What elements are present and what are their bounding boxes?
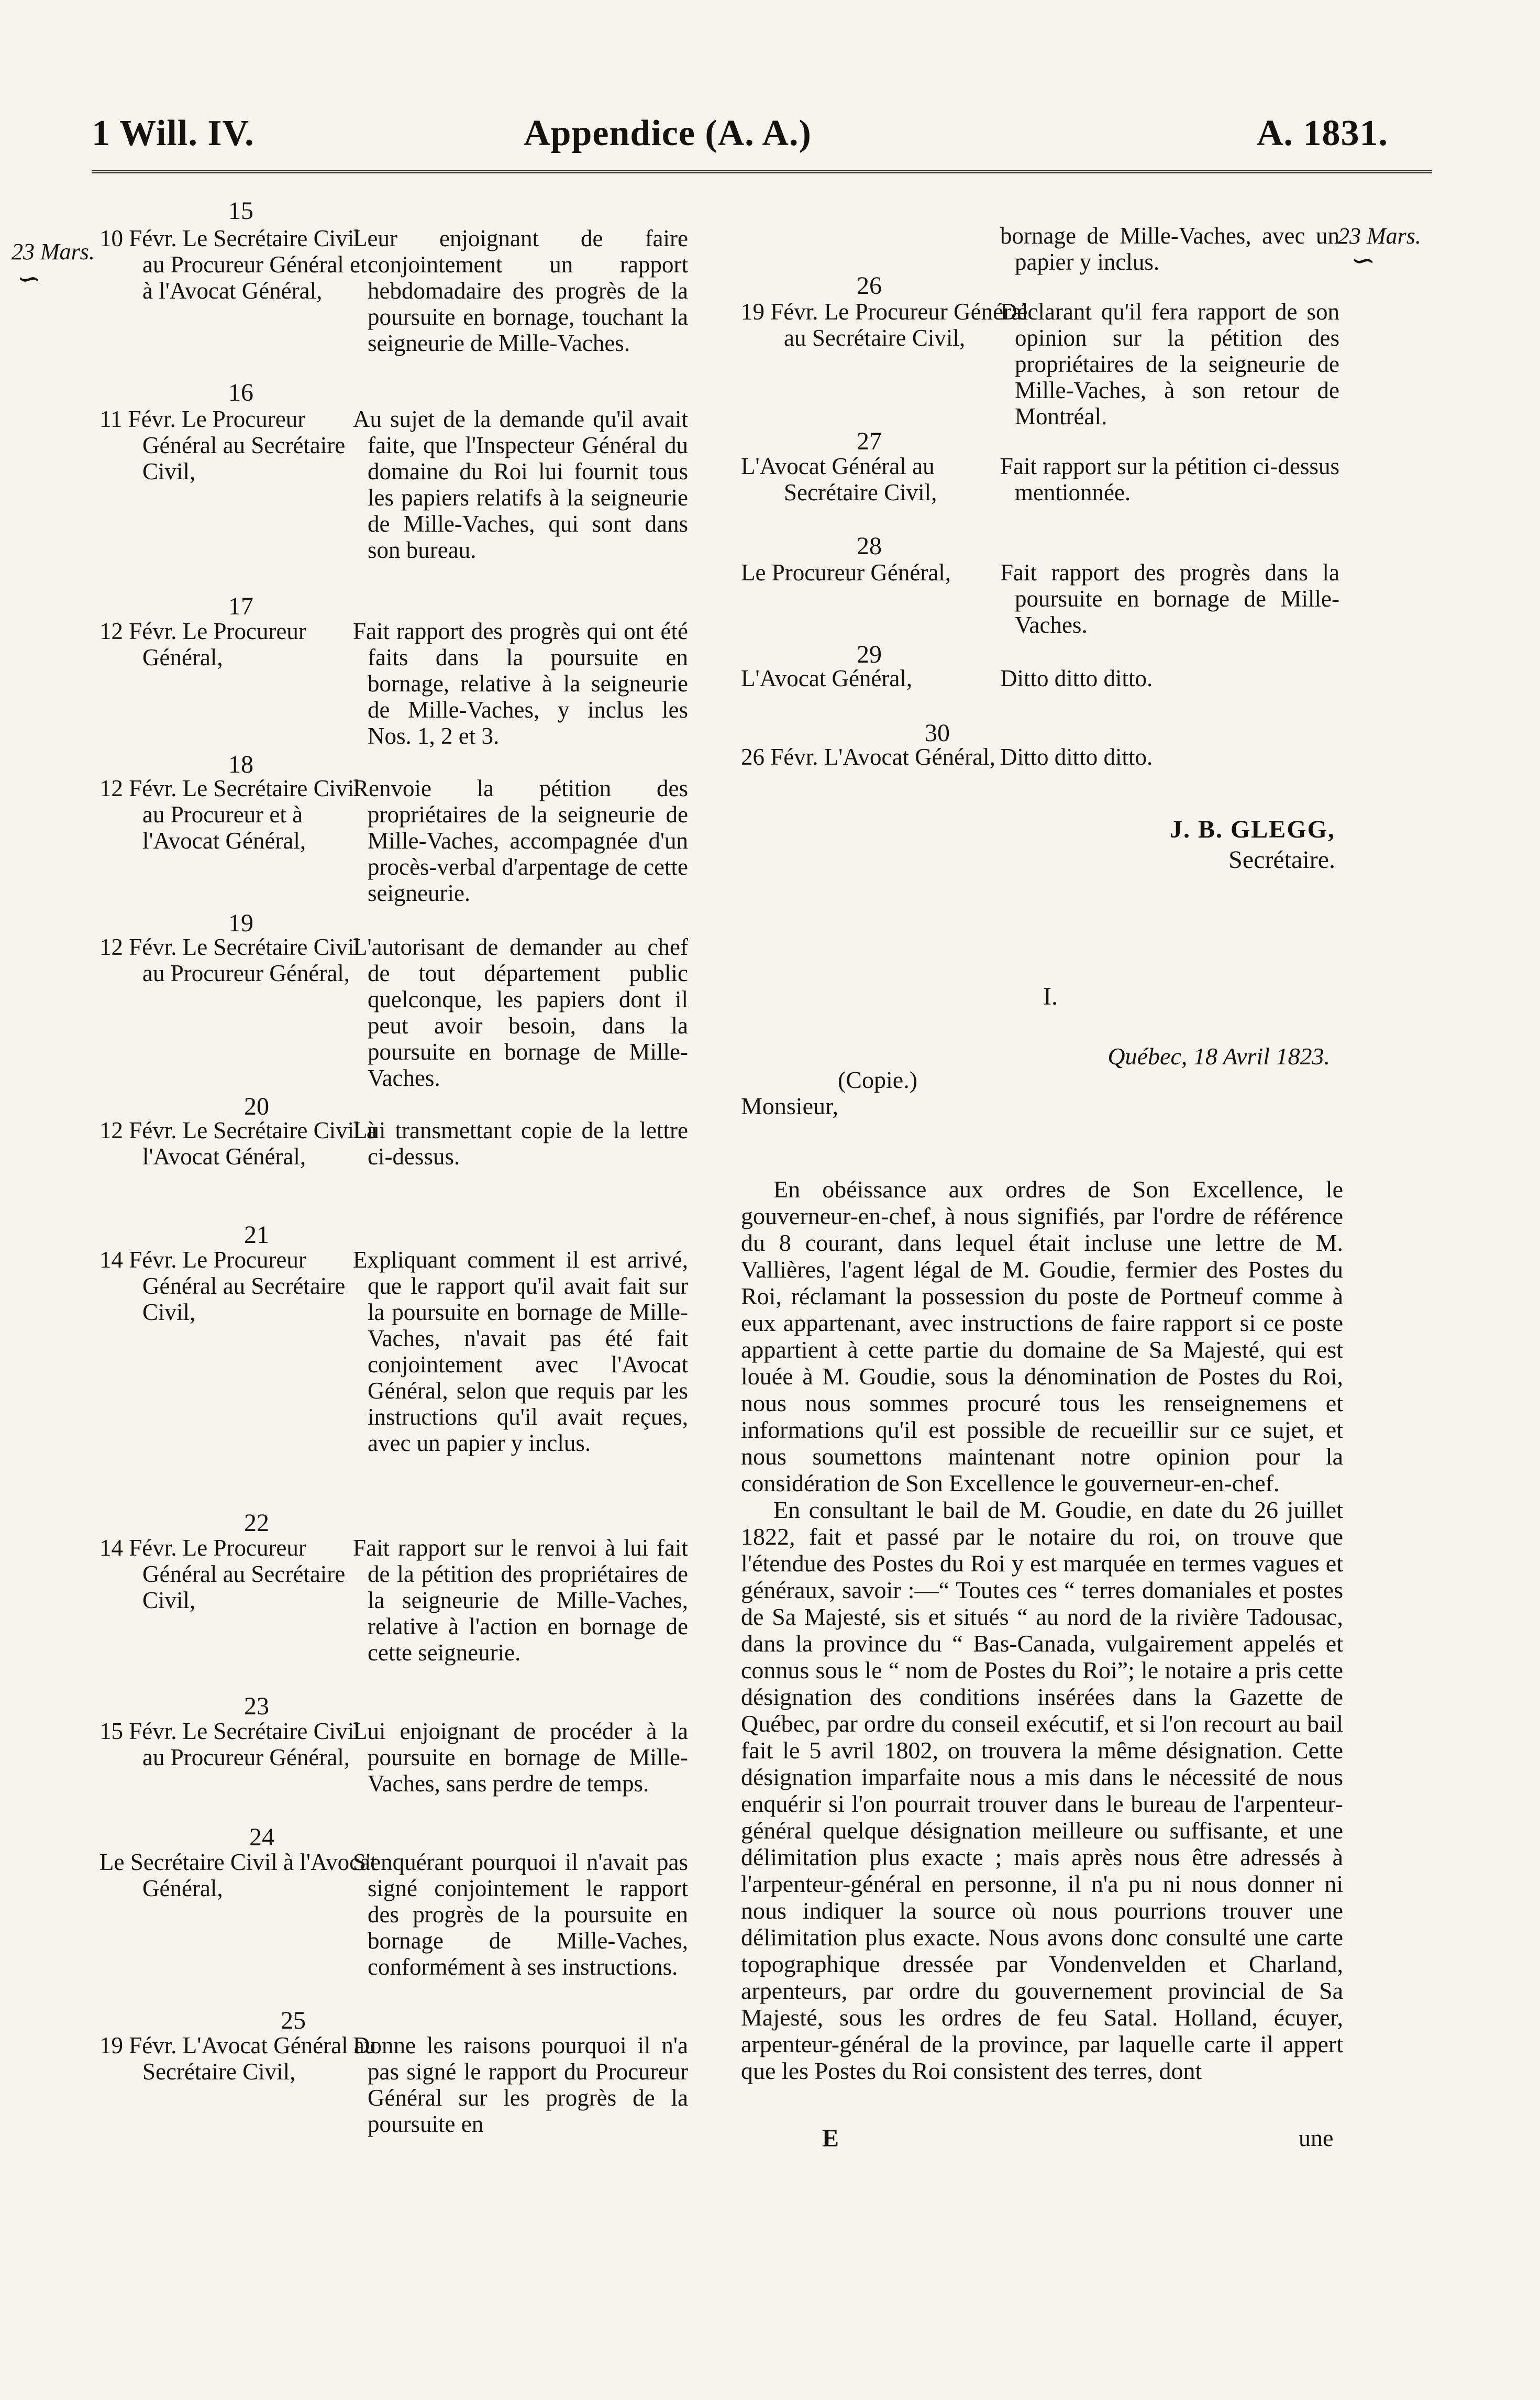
margin-date-left: 23 Mars. bbox=[12, 239, 95, 265]
entry-number: 29 bbox=[857, 641, 882, 668]
entry-number: 21 bbox=[244, 1221, 269, 1249]
entry-source: Le Secrétaire Civil à l'Avocat Général, bbox=[99, 1849, 377, 1901]
signature-title: Secrétaire. bbox=[1228, 846, 1335, 874]
entry-number: 23 bbox=[244, 1692, 269, 1720]
signature-block bbox=[1089, 814, 1335, 875]
margin-flourish-left: ∽ bbox=[17, 263, 41, 295]
entry-summary: Donne les raisons pourquoi il n'a pas signé le rapport du Procureur Général sur les progrès de la poursuite en bbox=[353, 2032, 688, 2137]
margin-flourish-right: ∽ bbox=[1351, 245, 1376, 277]
entry-number: 16 bbox=[228, 379, 253, 406]
letter-paragraph: En obéissance aux ordres de Son Excellence, le gouverneur-en-chef, à nous signifiés, par l'ordre de référence du 8 courant, dans lequel était incluse une lettre de M. Vallières, l'agent légal de M. Goudie, fermier des Postes du Roi, réclamant la possession du poste de Portneuf comme à eux appartenant, avec instructions de faire rapport si ce poste appartient à cette partie du domaine de Sa Majesté, qui est louée à M. Goudie, sous la dénomination de Postes du Roi, nous nous sommes procuré tous les renseignemens et informations qu'il est possible de recueillir sur ce sujet, et nous soumettons maintenant notre opinion pour la considération de Son Excellence le gouverneur-en-chef. bbox=[741, 1176, 1343, 1496]
header-rule bbox=[92, 170, 1432, 173]
entry-number: 22 bbox=[244, 1509, 269, 1537]
header-year: A. 1831. bbox=[1257, 113, 1389, 153]
margin-date-right: 23 Mars. bbox=[1338, 223, 1421, 249]
entry-source: Le Procureur Général, bbox=[741, 559, 951, 586]
entry-summary: Lui transmettant copie de la lettre ci-dessus. bbox=[353, 1117, 688, 1170]
entry-summary: Renvoie la pétition des propriétaires de la seigneurie de Mille-Vaches, accompagnée d'un procès-verbal d'arpentage de cette seigneurie. bbox=[353, 775, 688, 906]
entry-number: 18 bbox=[228, 751, 253, 778]
entry-number: 15 bbox=[228, 197, 253, 225]
entry-summary: S'enquérant pourquoi il n'avait pas signé conjointement le rapport des progrès de la poursuite en bornage de Mille-Vaches, conformément à ses instructions. bbox=[353, 1849, 688, 1980]
entry-source: L'Avocat Général, bbox=[741, 665, 913, 691]
entry-number: 24 bbox=[249, 1823, 274, 1851]
entry-source: 14 Févr. Le Procureur Général au Secrétaire Civil, bbox=[99, 1247, 346, 1325]
entry-source: 26 Févr. L'Avocat Général, bbox=[741, 744, 995, 770]
entry-summary: Leur enjoignant de faire conjointement un rapport hebdomadaire des progrès de la poursuite en bornage, touchant la seigneurie de Mille-Vaches. bbox=[353, 225, 688, 356]
entry-source: 19 Févr. Le Procureur Général au Secrétaire Civil, bbox=[741, 299, 1028, 351]
signature-mark: E bbox=[822, 2124, 839, 2152]
entry-summary: Déclarant qu'il fera rapport de son opinion sur la pétition des propriétaires de la seigneurie de Mille-Vaches, à son retour de Montréal. bbox=[1000, 299, 1339, 430]
entry-source: 15 Févr. Le Secrétaire Civil au Procureur Général, bbox=[99, 1718, 361, 1770]
entry-summary: Expliquant comment il est arrivé, que le rapport qu'il avait fait sur la poursuite en bornage de Mille-Vaches, n'avait pas été fait conjointement avec l'Avocat Général, selon que requis par les instructions qu'il avait reçues, avec un papier y inclus. bbox=[353, 1247, 688, 1456]
entry-source: 10 Févr. Le Secrétaire Civil au Procureur Général et à l'Avocat Général, bbox=[99, 225, 367, 304]
entry-source: 12 Févr. Le Secrétaire Civil au Procureur et à l'Avocat Général, bbox=[99, 775, 361, 854]
entry-source: 11 Févr. Le Procureur Général au Secrétaire Civil, bbox=[99, 406, 346, 485]
entry-source: 19 Févr. L'Avocat Général au Secrétaire Civil, bbox=[99, 2032, 376, 2085]
signature-name: J. B. GLEGG, bbox=[1169, 816, 1335, 843]
letter-salutation: Monsieur, bbox=[741, 1093, 838, 1119]
entry-summary: Au sujet de la demande qu'il avait faite, que l'Inspecteur Général du domaine du Roi lui fournit tous les papiers relatifs à la seigneurie de Mille-Vaches, qui sont dans son bureau. bbox=[353, 406, 688, 563]
entry-number: 26 bbox=[857, 272, 882, 300]
entry-source: 12 Févr. Le Secrétaire Civil au Procureur Général, bbox=[99, 934, 361, 986]
entry-summary: Lui enjoignant de procéder à la poursuite en bornage de Mille-Vaches, sans perdre de temps. bbox=[353, 1718, 688, 1797]
entry-number: 25 bbox=[281, 2007, 306, 2034]
header-appendix: Appendice (A. A.) bbox=[524, 113, 812, 153]
entry-number: 27 bbox=[857, 427, 882, 455]
header-session: 1 Will. IV. bbox=[92, 113, 254, 153]
entry-number: 28 bbox=[857, 532, 882, 560]
entry-summary-continued: bornage de Mille-Vaches, avec un papier y inclus. bbox=[1000, 223, 1339, 275]
entry-number: 19 bbox=[228, 909, 253, 937]
entry-source: 14 Févr. Le Procureur Général au Secrétaire Civil, bbox=[99, 1535, 346, 1613]
entry-summary: Ditto ditto ditto. bbox=[1000, 665, 1153, 691]
entry-source: 12 Févr. Le Procureur Général, bbox=[99, 618, 306, 670]
letter-date: Québec, 18 Avril 1823. bbox=[1107, 1043, 1330, 1070]
entry-number: 30 bbox=[925, 719, 950, 747]
letter-paragraph: En consultant le bail de M. Goudie, en date du 26 juillet 1822, fait et passé par le notaire du roi, on trouve que l'étendue des Postes du Roi y est marquée en termes vagues et généraux, savoir :—“ Toutes ces “ terres domaniales et postes de Sa Majesté, sis et situés “ au nord de la rivière Tadousac, dans la province du “ Bas-Canada, vulgairement appelés et connus sous le “ nom de Postes du Roi”; le notaire a pris cette désignation des conditions insérées dans la Gazette de Québec, par ordre du conseil exécutif, et si l'on recourt au bail fait le 5 avril 1802, on trouvera la même désignation. Cette désignation imparfaite nous a mis dans le nécessité de nous enquérir si l'on pourrait trouver dans le bureau de l'arpenteur-général quelque désignation meilleure ou suffisante, et une délimitation plus exacte ; mais après nous être adressés à l'arpenteur-général en personne, il n'a pu ni nous donner ni nous indiquer la source où nous pourrions trouver une délimitation plus exacte. Nous avons donc consulté une carte topographique dressée par Vondenvelden et Charland, arpenteurs, par ordre du gouvernement provincial de Sa Majesté, sous les ordres de feu Satal. Holland, écuyer, arpenteur-général de la province, par laquelle carte il appert que les Postes du Roi consistent des terres, dont bbox=[741, 1496, 1343, 2084]
catchword: une bbox=[1299, 2124, 1334, 2151]
entry-source: 12 Févr. Le Secrétaire Civil à l'Avocat Général, bbox=[99, 1117, 377, 1170]
entry-number: 17 bbox=[228, 592, 253, 620]
letter-copy-note: (Copie.) bbox=[838, 1066, 918, 1093]
entry-summary: L'autorisant de demander au chef de tout département public quelconque, les papiers dont il peut avoir besoin, dans la poursuite en bornage de Mille-Vaches. bbox=[353, 934, 688, 1091]
entry-summary: Fait rapport des progrès qui ont été faits dans la poursuite en bornage, relative à la seigneurie de Mille-Vaches, y inclus les Nos. 1, 2 et 3. bbox=[353, 618, 688, 749]
entry-source: L'Avocat Général au Secrétaire Civil, bbox=[741, 453, 937, 505]
entry-summary: Fait rapport sur le renvoi à lui fait de la pétition des propriétaires de la seigneurie de Mille-Vaches, relative à l'action en bornage de cette seigneurie. bbox=[353, 1535, 688, 1666]
entry-summary: Fait rapport sur la pétition ci-dessus mentionnée. bbox=[1000, 453, 1339, 505]
letter-body bbox=[741, 1176, 1343, 2084]
entry-number: 20 bbox=[244, 1093, 269, 1120]
entry-summary: Fait rapport des progrès dans la poursuite en bornage de Mille-Vaches. bbox=[1000, 559, 1339, 638]
entry-summary: Ditto ditto ditto. bbox=[1000, 744, 1153, 770]
letter-number: I. bbox=[1043, 983, 1058, 1010]
